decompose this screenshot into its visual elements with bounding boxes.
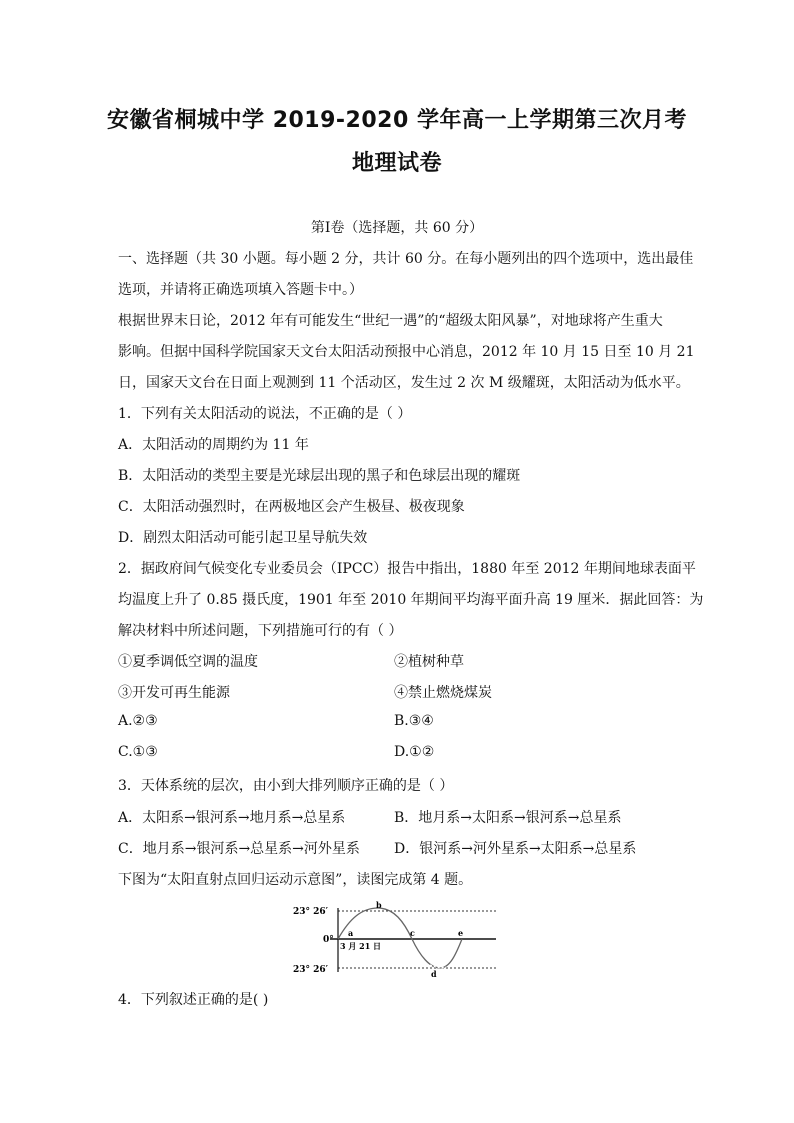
q3-option-c: C．地月系→银河系→总星系→河外星系: [118, 841, 360, 857]
q2-item-2: ②植树种草: [394, 654, 464, 670]
date-label: 3 月 21 日: [340, 941, 382, 951]
label-top: 23° 26′: [293, 907, 329, 917]
label-mid: 0°: [323, 935, 334, 945]
q3-option-a: A．太阳系→银河系→地月系→总星系: [118, 810, 346, 826]
q3-option-d: D．银河系→河外星系→太阳系→总星系: [394, 841, 637, 857]
exam-title: 安徽省桐城中学 2019-2020 学年高一上学期第三次月考: [107, 108, 687, 133]
q2-option-a: A.②③: [118, 713, 158, 729]
q2-stem-line-1: 2．据政府间气候变化专业委员会（IPCC）报告中指出，1880 年至 2012 年期间地球表面平: [118, 561, 696, 577]
solar-migration-figure: [290, 898, 505, 980]
material-line-3: 日，国家天文台在日面上观测到 11 个活动区，发生过 2 次 M 级耀斑，太阳活动为低水平。: [118, 375, 690, 391]
q1-option-b: B．太阳活动的类型主要是光球层出现的黑子和色球层出现的耀斑: [118, 468, 521, 484]
point-a: a: [348, 928, 354, 938]
figure-intro: 下图为“太阳直射点回归运动示意图”，读图完成第 4 题。: [118, 872, 473, 888]
point-b: b: [376, 900, 382, 910]
material-line-1: 根据世界末日论，2012 年有可能发生“世纪一遇”的“超级太阳风暴”，对地球将产生重大: [118, 313, 663, 329]
q4-stem: 4．下列叙述正确的是( ): [118, 992, 269, 1008]
point-c: c: [410, 928, 415, 938]
q2-stem-line-2: 均温度上升了 0.85 摄氏度，1901 年至 2010 年期间平均海平面升高 19 厘米．据此回答：为: [118, 592, 704, 608]
q2-option-c: C.①③: [118, 744, 158, 760]
q2-item-4: ④禁止燃烧煤炭: [394, 685, 492, 701]
q2-option-b: B.③④: [394, 713, 434, 729]
q3-stem: 3．天体系统的层次，由小到大排列顺序正确的是（ ）: [118, 778, 454, 794]
instructions-line-2: 选项，并请将正确选项填入答题卡中。）: [118, 282, 363, 298]
instructions-line-1: 一、选择题（共 30 小题。每小题 2 分，共计 60 分。在每小题列出的四个选项中，选出最佳: [118, 251, 694, 267]
label-bottom: 23° 26′: [293, 965, 329, 975]
material-line-2: 影响。但据中国科学院国家天文台太阳活动预报中心消息，2012 年 10 月 15 日至 10 月 21: [118, 344, 695, 360]
exam-subtitle: 地理试卷: [351, 151, 442, 176]
q1-stem: 1．下列有关太阳活动的说法，不正确的是（ ）: [118, 406, 412, 422]
q2-item-1: ①夏季调低空调的温度: [118, 654, 258, 670]
q3-option-b: B．地月系→太阳系→银河系→总星系: [394, 810, 622, 826]
q1-option-a: A．太阳活动的周期约为 11 年: [118, 437, 309, 453]
q2-item-3: ③开发可再生能源: [118, 685, 230, 701]
q2-stem-line-3: 解决材料中所述问题，下列措施可行的有（ ）: [118, 623, 403, 639]
point-d: d: [431, 969, 437, 979]
section-heading: 第Ⅰ卷（选择题，共 60 分）: [310, 220, 484, 236]
migration-curve: [338, 908, 462, 968]
q1-option-c: C．太阳活动强烈时，在两极地区会产生极昼、极夜现象: [118, 499, 465, 515]
q2-option-d: D.①②: [394, 744, 435, 760]
point-e: e: [458, 928, 464, 938]
q1-option-d: D．剧烈太阳活动可能引起卫星导航失效: [118, 530, 368, 546]
